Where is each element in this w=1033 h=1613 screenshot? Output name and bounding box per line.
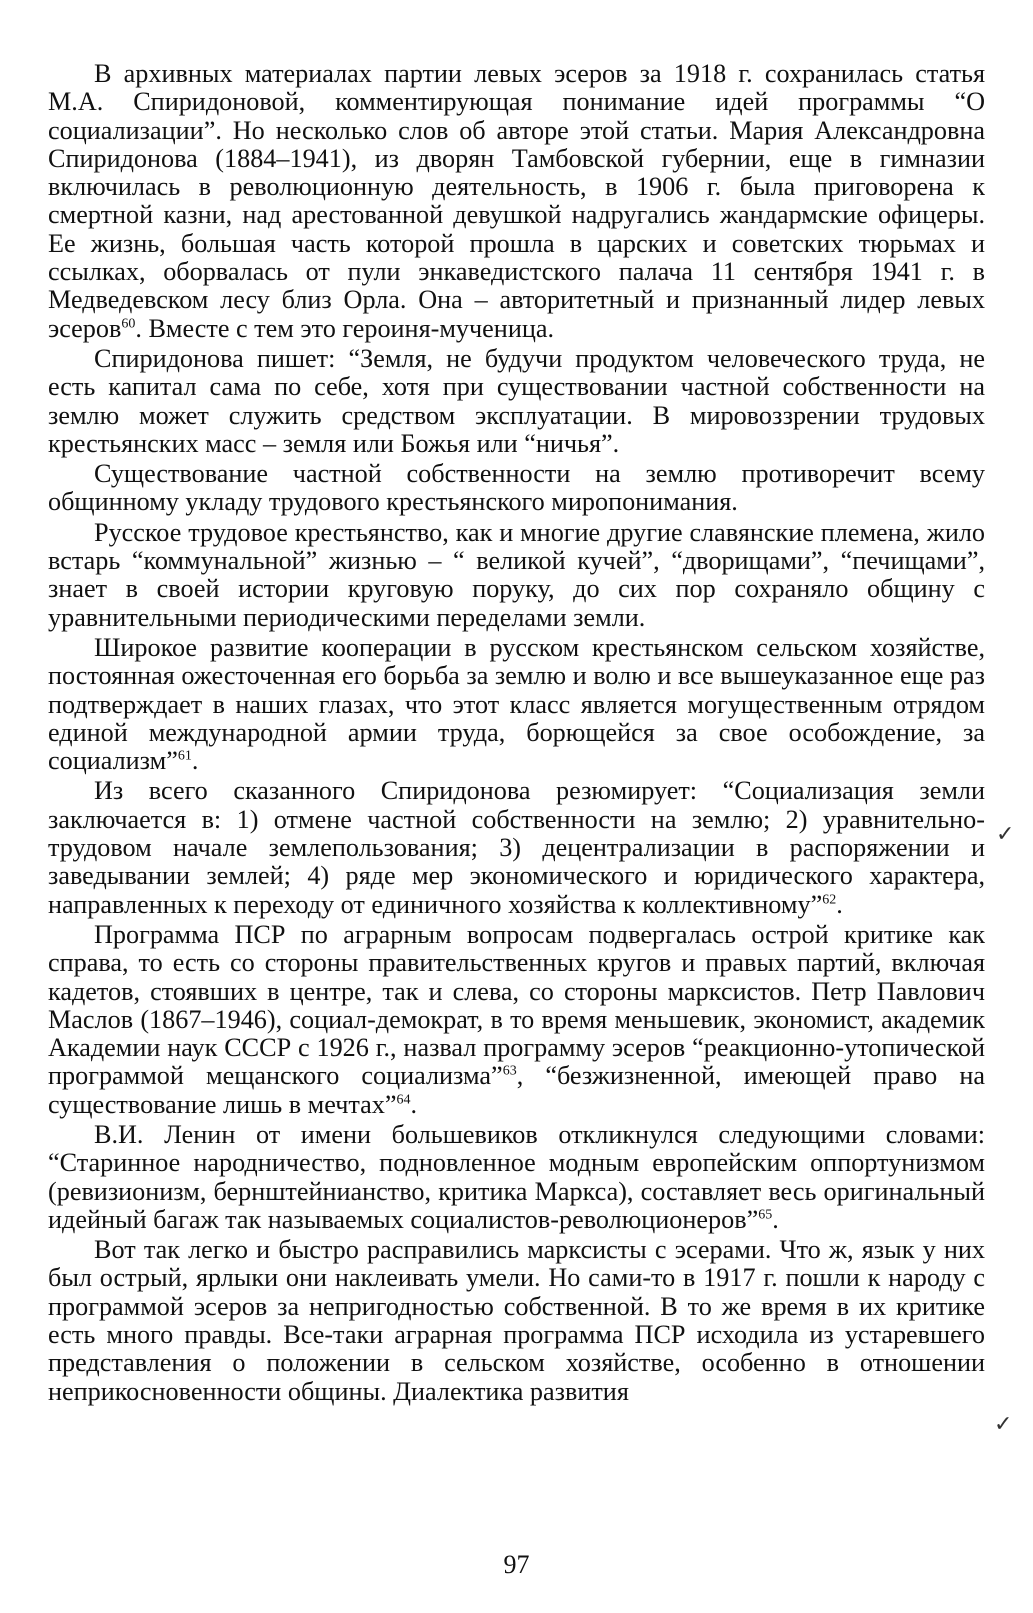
paragraph-text: Широкое развитие кооперации в русском крестьянском сельском хозяйстве, постоянная ожесточенная его борьба за землю и волю и все вышеуказанное еще раз подтверждает в наших глазах, что этот класс является могущественным отрядом единой международной армии труда, борющейся за свое особождение, за социализм” [48, 632, 985, 776]
paragraph-text: Программа ПСР по аграрным вопросам подвергалась острой критике как справа, то есть со стороны правительственных кругов и правых партий, включая кадетов, стоявших в центре, так и слева, со стороны марксистов. Петр Павлович Маслов (1867–1946), социал-демократ, в то время меньшевик, экономист, академик Академии наук СССР с 1926 г., назвал программу эсеров “реакционно-утопической программой мещанского социализма” [48, 919, 985, 1091]
paragraph-text: Русское трудовое крестьянство, как и многие другие славянские племена, жило встарь “коммунальной” жизнью – “ великой кучей”, “дворищами”, “печищами”, знает в своей истории круговую поруку, до сих пор сохраняло общину с уравнительными периодическими переделами земли. [48, 517, 985, 632]
paragraph-socialization-summary [48, 777, 985, 918]
paragraph-tail: . Вместе с тем это героиня-мученица. [135, 313, 555, 343]
footnote-ref: 63 [502, 1063, 517, 1079]
paragraph-text: Существование частной собственности на землю противоречит всему общинному укладу трудового крестьянского миропонимания. [48, 459, 985, 517]
paragraph-text: Вот так легко и быстро расправились марксисты с эсерами. Что ж, язык у них был острый, ярлыки они наклеивать умели. Но сами-то в 1917 г. пошли к народу с программой эсеров за непригодностью собственной. В то же время в их критике есть много правды. Все-таки аграрная программа ПСР исходила из устаревшего представления о положении в сельском хозяйстве, особенно в отношении неприкосновенности общины. Диалектика развития [48, 1235, 985, 1406]
paragraph-private-property [48, 460, 985, 517]
footnote-ref: 62 [822, 891, 837, 907]
footnote-ref: 65 [758, 1207, 773, 1223]
paragraph-psr-criticism [48, 921, 985, 1119]
footnote-ref: 60 [121, 315, 136, 331]
paragraph-spiridonova-intro [48, 60, 985, 343]
paragraph-text: В.И. Ленин от имени большевиков откликнулся следующими словами: “Старинное народничество, подновленное модным европейским оппортунизмом (ревизионизм, бернштейнианство, критика Маркса), составляет весь оригинальный идейный багаж так называемых социалистов-революционеров” [48, 1119, 985, 1234]
paragraph-text: Спиридонова пишет: “Земля, не будучи продуктом человеческого труда, не есть капитал сама по себе, хотя при существовании частной собственности на землю может служить средством эксплуатации. В мировоззрении трудовых крестьянских масс – земля или Божья или “ничья”. [48, 343, 985, 458]
document-page [48, 60, 985, 1406]
page-number: 97 [503, 1550, 530, 1579]
footnote-ref: 61 [177, 748, 192, 764]
paragraph-cooperation [48, 634, 985, 775]
paragraph-text: Из всего сказанного Спиридонова резюмирует: “Социализация земли заключается в: 1) отмене частной собственности на землю; 2) уравнительно-трудовом начале землепользования; 3) децентрализации в распоряжении и заведывании землей; 4) ряде мер экономического и юридического характера, направленных к переходу от единичного хозяйства к коллективному” [48, 776, 985, 919]
paragraph-tail: . [772, 1204, 779, 1234]
footnote-ref: 64 [396, 1091, 411, 1107]
paragraph-land-quote [48, 345, 985, 458]
paragraph-text: В архивных материалах партии левых эсеров за 1918 г. сохранилась статья М.А. Спиридоновой, комментирующая понимание идей программы “О социализации”. Но несколько слов об авторе этой статьи. Мария Александровна Спиридонова (1884–1941), из дворян Тамбовской губернии, еще в гимназии включилась в революционную деятельность, в 1906 г. была приговорена к смертной казни, над арестованной девушкой надругались жандармские офицеры. Ее жизнь, большая часть которой прошла в царских и советских тюрьмах и ссылках, оборвалась от пули энкаведистского палача 11 сентября 1941 г. в Медведевском лесу близ Орла. Она – авторитетный и признанный лидер левых эсеров [48, 59, 985, 343]
margin-checkmark-icon: ✓ [994, 1411, 1013, 1436]
paragraph-tail: . [191, 746, 199, 776]
paragraph-tail: , “безжизненной, имеющей право на существование лишь в мечтах” [48, 1061, 986, 1119]
paragraph-marxists [48, 1236, 985, 1406]
paragraph-peasantry [48, 519, 985, 632]
paragraph-tail: . [836, 889, 843, 919]
paragraph-tail: . [410, 1089, 418, 1119]
paragraph-lenin [48, 1121, 985, 1234]
margin-checkmark-icon: ✓ [996, 821, 1015, 846]
